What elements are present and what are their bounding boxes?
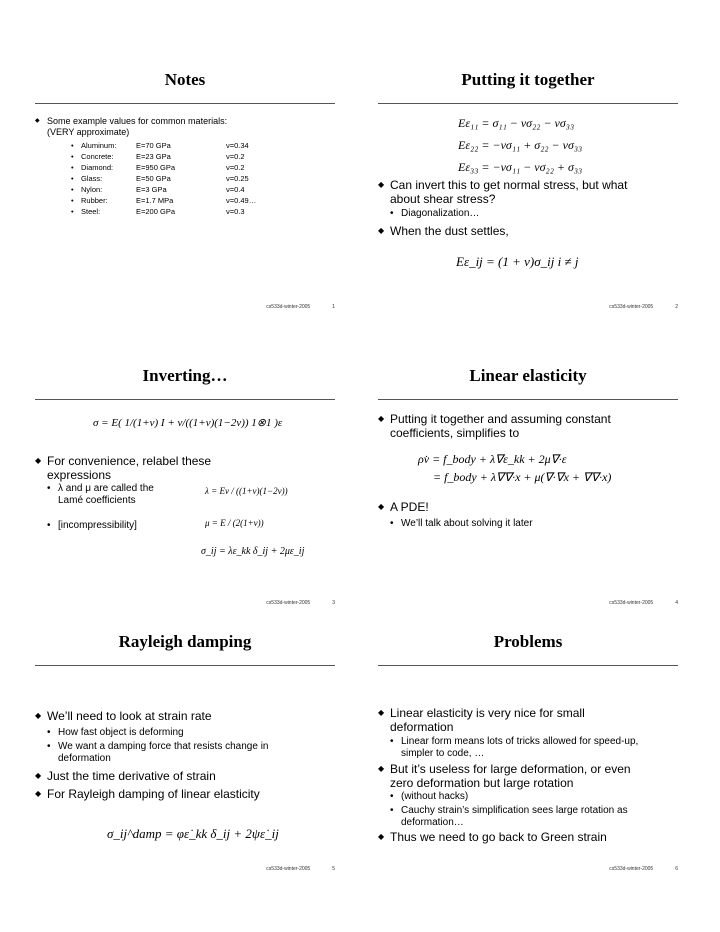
bullet-dot: •	[71, 141, 74, 150]
material-name: Glass:	[81, 174, 103, 183]
page-number: 3	[332, 600, 335, 606]
page-number: 5	[332, 866, 335, 872]
bullet-dot: •	[71, 163, 74, 172]
bullet: ◆ For convenience, relabel these expressions	[35, 454, 275, 482]
material-E: E=70 GPa	[136, 141, 171, 150]
material-row	[71, 140, 256, 151]
bullet: ◆ But it’s useless for large deformation, or even zero deformation but large rotation	[378, 762, 648, 790]
title-divider	[378, 103, 678, 104]
material-E: E=50 GPa	[136, 174, 171, 183]
diamond-bullet-icon	[378, 412, 384, 426]
bullet: ◆ Linear elasticity is very nice for small deformation	[378, 706, 638, 734]
slide-2	[378, 70, 678, 310]
material-name: Rubber:	[81, 196, 108, 205]
material-nu: ν=0.25	[226, 174, 249, 183]
slide-footer: cs533d-winter-2005 1	[266, 304, 335, 310]
diamond-bullet-icon	[35, 116, 40, 127]
slide-title: Notes	[164, 70, 206, 89]
sub-bullet: • We’ll talk about solving it later	[390, 518, 533, 529]
material-name: Nylon:	[81, 185, 103, 194]
bullet: ◆ Just the time derivative of strain	[35, 769, 325, 783]
slide-footer: cs533d-winter-2005 6	[609, 866, 678, 872]
slide-footer: cs533d-winter-2005 2	[609, 304, 678, 310]
sub-bullet: • λ and μ are called the Lamé coefficients	[47, 483, 154, 506]
diamond-bullet-icon	[378, 224, 384, 238]
equation-3: Eε₃₃ = −νσ₁₁ − νσ₂₂ + σ₃₃	[458, 160, 583, 174]
title-divider	[35, 399, 335, 400]
diamond-bullet-icon	[378, 762, 384, 776]
bullet: ◆ When the dust settles,	[378, 224, 648, 238]
material-name: Concrete:	[81, 152, 114, 161]
diamond-bullet-icon	[35, 709, 41, 723]
mu-equation: μ = E / (2(1+ν))	[205, 518, 264, 528]
material-row	[71, 151, 256, 162]
material-E: E=23 GPa	[136, 152, 171, 161]
page-number: 4	[675, 600, 678, 606]
sigma-equation: σ_ij = λε_kk δ_ij + 2με_ij	[201, 546, 305, 557]
diamond-bullet-icon	[35, 454, 41, 468]
material-name: Steel:	[81, 207, 101, 216]
sub-bullet: • Linear form means lots of tricks allowed for speed-up, simpler to code, …	[390, 736, 639, 759]
material-nu: ν=0.49…	[226, 196, 257, 205]
material-name: Aluminum:	[81, 141, 117, 150]
slide-footer: cs533d-winter-2005 5	[266, 866, 335, 872]
material-E: E=950 GPa	[136, 163, 175, 172]
diamond-bullet-icon	[378, 178, 384, 192]
sub-bullet: • (without hacks)	[390, 791, 469, 802]
title-divider	[378, 399, 678, 400]
title-divider	[35, 103, 335, 104]
material-E: E=1.7 MPa	[136, 196, 174, 205]
materials-table	[71, 140, 256, 217]
diamond-bullet-icon	[378, 830, 384, 844]
equation-1: σ_ij^damp = φε̇_kk δ_ij + 2ψε̇_ij	[107, 826, 279, 841]
sub-bullet: • [incompressibility]	[47, 520, 137, 531]
material-nu: ν=0.3	[226, 207, 245, 216]
equation-1: ρv̇ = f_body + λ∇ε_kk + 2μ∇·ε	[418, 452, 567, 466]
material-row	[71, 173, 256, 184]
material-row	[71, 184, 256, 195]
lambda-equation: λ = Eν / ((1+ν)(1−2ν))	[205, 486, 288, 496]
title-divider	[35, 665, 335, 666]
diamond-bullet-icon	[378, 706, 384, 720]
slide-title: Problems	[493, 632, 563, 651]
material-nu: ν=0.4	[226, 185, 245, 194]
diamond-bullet-icon	[378, 500, 384, 514]
material-E: E=3 GPa	[136, 185, 167, 194]
equation-2: Eε₂₂ = −νσ₁₁ + σ₂₂ − νσ₃₃	[458, 138, 583, 152]
bullet: ◆ We’ll need to look at strain rate	[35, 709, 325, 723]
slide-title: Linear elasticity	[469, 366, 587, 385]
page-number: 2	[675, 304, 678, 310]
bullet: ◆ Can invert this to get normal stress, but what about shear stress?	[378, 178, 648, 206]
sub-bullet: • Cauchy strain’s simplification sees large rotation as deformation…	[390, 805, 628, 828]
page-number: 1	[332, 304, 335, 310]
bullet-dot: •	[71, 152, 74, 161]
bullet: ◆ Putting it together and assuming constant coefficients, simplifies to	[378, 412, 668, 440]
material-nu: ν=0.34	[226, 141, 249, 150]
material-row	[71, 206, 256, 217]
equation-4: Eε_ij = (1 + ν)σ_ij i ≠ j	[456, 254, 579, 269]
page-number: 6	[675, 866, 678, 872]
slide-footer: cs533d-winter-2005 4	[609, 600, 678, 606]
bullet	[35, 116, 255, 138]
bullet: ◆ For Rayleigh damping of linear elasticity	[35, 787, 325, 801]
material-row	[71, 162, 256, 173]
material-nu: ν=0.2	[226, 152, 245, 161]
equation-1: Eε₁₁ = σ₁₁ − νσ₂₂ − νσ₃₃	[458, 116, 575, 130]
material-nu: ν=0.2	[226, 163, 245, 172]
slide-6	[378, 632, 678, 872]
title-divider	[378, 665, 678, 666]
sub-bullet: • Diagonalization…	[390, 208, 480, 219]
bullet: ◆ Thus we need to go back to Green strain	[378, 830, 648, 844]
slide-title: Inverting…	[142, 366, 228, 385]
slide-1	[35, 70, 335, 310]
material-name: Diamond:	[81, 163, 114, 172]
equation-2: = f_body + λ∇∇·x + μ(∇·∇x + ∇∇·x)	[433, 470, 612, 484]
slide-footer: cs533d-winter-2005 3	[266, 600, 335, 606]
material-E: E=200 GPa	[136, 207, 175, 216]
sub-bullet: • How fast object is deforming	[47, 727, 184, 738]
slide-title: Putting it together	[461, 70, 595, 89]
slide-4	[378, 366, 678, 606]
diamond-bullet-icon	[35, 769, 41, 783]
slide-5	[35, 632, 335, 872]
diamond-bullet-icon	[35, 787, 41, 801]
slide-3	[35, 366, 335, 606]
bullet-dot: •	[71, 185, 74, 194]
equation-main: σ = E( 1/(1+ν) I + ν/((1+ν)(1−2ν)) 1⊗1 )ε	[93, 417, 283, 429]
material-row	[71, 195, 256, 206]
sub-bullet: • We want a damping force that resists change in deformation	[47, 741, 269, 764]
slide-title: Rayleigh damping	[118, 632, 252, 651]
bullet-text: Some example values for common materials: (VERY approximate)	[47, 116, 228, 137]
bullet: ◆ A PDE!	[378, 500, 429, 514]
bullet-dot: •	[71, 207, 74, 216]
bullet-dot: •	[71, 174, 74, 183]
bullet-dot: •	[71, 196, 74, 205]
